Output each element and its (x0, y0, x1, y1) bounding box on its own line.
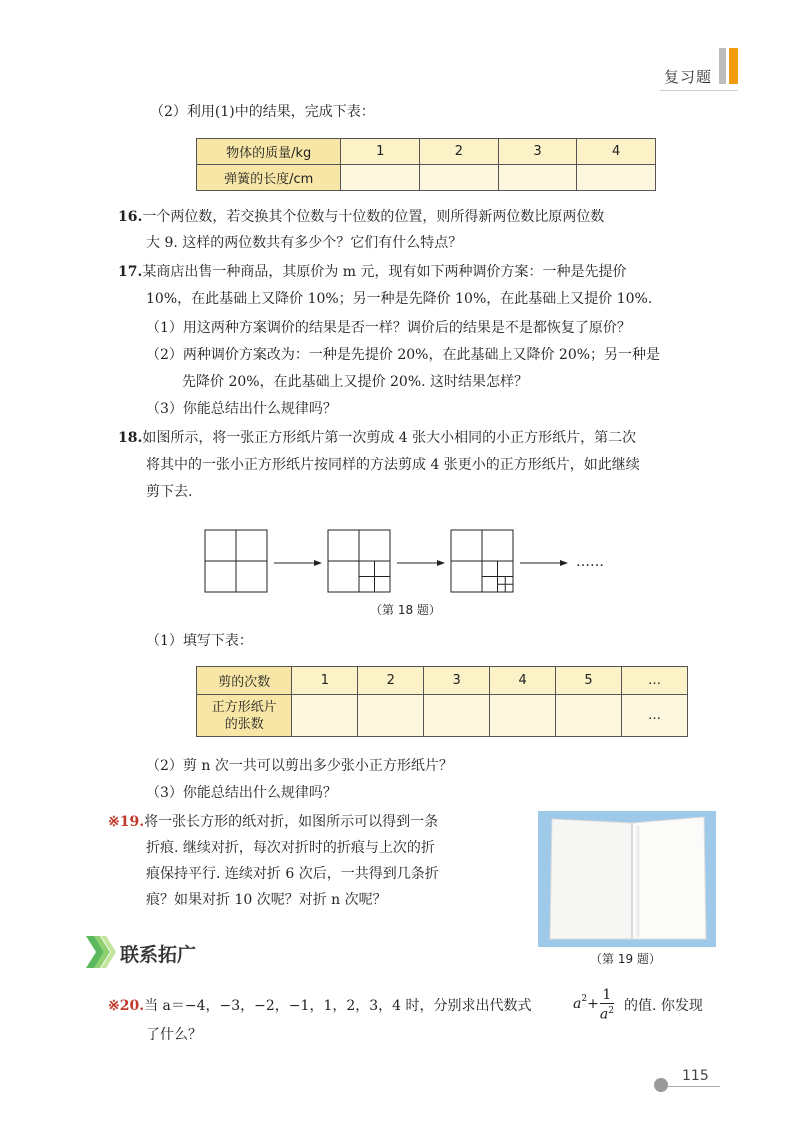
square-cut-2 (328, 530, 390, 592)
square-cut-3 (451, 530, 513, 592)
q18-caption: （第 18 题） (370, 603, 441, 617)
q18-number: 18. (118, 430, 143, 446)
q15-table-cell (498, 165, 577, 191)
header-underline (660, 90, 738, 91)
q17-text1: 某商店出售一种商品，其原价为 m 元，现有如下两种调价方案：一种是先提价 (142, 264, 627, 280)
q20-text1: 当 a＝−4，−3，−2，−1，1，2，3，4 时，分别求出代数式 (144, 998, 532, 1014)
q17-sub2a: （2）两种调价方案改为：一种是先提价 20%，在此基础上又降价 20%；另一种是 (146, 347, 661, 363)
q18-table-cell (556, 695, 622, 737)
q16-text1: 一个两位数，若交换其个位数与十位数的位置，则所得新两位数比原两位数 (142, 209, 605, 225)
q18-table-col-1: 1 (292, 667, 358, 695)
q18-text1: 如图所示，将一张正方形纸片第一次剪成 4 张大小相同的小正方形纸片，第二次 (142, 430, 637, 446)
q20-expr-plus: + (587, 996, 599, 1012)
q17-sub1: （1）用这两种方案调价的结果是否一样？调价后的结果是不是都恢复了原价？ (146, 320, 631, 336)
q20-fraction (600, 988, 614, 1023)
q18-table-row2-header-b: 的张数 (224, 716, 264, 732)
q15-table-row2-header: 弹簧的长度/cm (197, 165, 341, 191)
q20-expression (573, 988, 614, 1023)
q18-table-row2-header (197, 695, 292, 737)
q20-expr-sup: 2 (581, 994, 588, 1004)
page-number-dot (654, 1078, 668, 1092)
q18-table-cell (424, 695, 490, 737)
q19-text1: 将一张长方形的纸对折，如图所示可以得到一条 (144, 814, 439, 830)
page-number: 115 (682, 1068, 709, 1084)
q17-line1 (118, 262, 627, 283)
q19-caption: （第 19 题） (590, 952, 661, 966)
q20-number: ※20. (108, 998, 145, 1014)
q15-table-col-3: 3 (498, 139, 577, 165)
q15-table-col-2: 2 (420, 139, 499, 165)
q18-table-cell (292, 695, 358, 737)
q18-table-row1-header: 剪的次数 (197, 667, 292, 695)
arrow-1 (274, 560, 322, 566)
q18-table-col-5: 5 (556, 667, 622, 695)
q17-line2: 10%，在此基础上又降价 10%；另一种是先降价 10%，在此基础上又提价 10%. (146, 291, 653, 307)
page-header-title: 复习题 (663, 68, 712, 86)
q18-table-row2-header-a: 正方形纸片 (211, 699, 277, 715)
q18-table-cell-ellipsis: … (621, 695, 687, 737)
q18-line3: 剪下去. (146, 484, 193, 500)
q18-line2: 将其中的一张小正方形纸片按同样的方法剪成 4 张更小的正方形纸片，如此继续 (146, 457, 640, 473)
q20-line2: 了什么？ (146, 1027, 202, 1043)
q20-frac-den-sup: 2 (608, 1006, 614, 1016)
q18-sub1: （1）填写下表： (146, 633, 253, 649)
q18-sub2: （2）剪 n 次一共可以剪出多少张小正方形纸片？ (146, 758, 453, 774)
q18-table-cell (358, 695, 424, 737)
q20-line1-end: 的值. 你发现 (624, 998, 703, 1014)
header-gray-bar (719, 48, 726, 84)
q17-number: 17. (118, 264, 143, 280)
q17-sub2b: 先降价 20%，在此基础上又提价 20%. 这时结果怎样？ (182, 374, 529, 390)
q19-line2: 折痕. 继续对折，每次对折时的折痕与上次的折 (146, 840, 435, 856)
header-orange-bar (729, 48, 738, 84)
q15-table-cell (420, 165, 499, 191)
q16-line1 (118, 207, 604, 228)
q19-folded-paper-image (538, 811, 716, 947)
q18-line1 (118, 428, 636, 449)
q18-table-col-2: 2 (358, 667, 424, 695)
arrow-2 (397, 560, 445, 566)
q15-table (196, 138, 656, 191)
q18-table-col-ellipsis: … (621, 667, 687, 695)
q20-frac-den-a: a (599, 1006, 609, 1023)
q16-line2: 大 9. 这样的两位数共有多少个？它们有什么特点？ (146, 235, 463, 251)
q18-table-cell (490, 695, 556, 737)
q19-line4: 痕？如果对折 10 次呢？对折 n 次呢？ (146, 892, 387, 908)
q16-number: 16. (118, 209, 143, 225)
q15-table-cell (341, 165, 420, 191)
q15-table-col-4: 4 (577, 139, 656, 165)
square-cut-1 (205, 530, 267, 592)
q15-table-row1-header: 物体的质量/kg (197, 139, 341, 165)
q18-table-col-4: 4 (490, 667, 556, 695)
q19-line1 (108, 812, 438, 833)
page-number-line (668, 1086, 720, 1087)
section-chevron-icon (86, 932, 120, 972)
q15-table-col-1: 1 (341, 139, 420, 165)
section-title: 联系拓广 (120, 944, 197, 966)
q15-part2: （2）利用(1)中的结果，完成下表： (150, 104, 375, 120)
q18-table-col-3: 3 (424, 667, 490, 695)
arrow-3 (520, 560, 568, 566)
q20-frac-num: 1 (600, 988, 614, 1004)
q18-sub3: （3）你能总结出什么规律吗？ (146, 785, 337, 801)
q19-number: ※19. (108, 814, 145, 830)
q19-line3: 痕保持平行. 连续对折 6 次后，一共得到几条折 (146, 866, 439, 882)
q20-line1 (108, 996, 532, 1017)
q17-sub3: （3）你能总结出什么规律吗？ (146, 401, 337, 417)
q18-figure-ellipsis: …… (576, 554, 604, 570)
q18-figure (200, 525, 620, 597)
q18-table (196, 666, 688, 737)
q20-expr-a: a (573, 996, 582, 1012)
q20-frac-den (600, 1004, 614, 1023)
q15-table-cell (577, 165, 656, 191)
